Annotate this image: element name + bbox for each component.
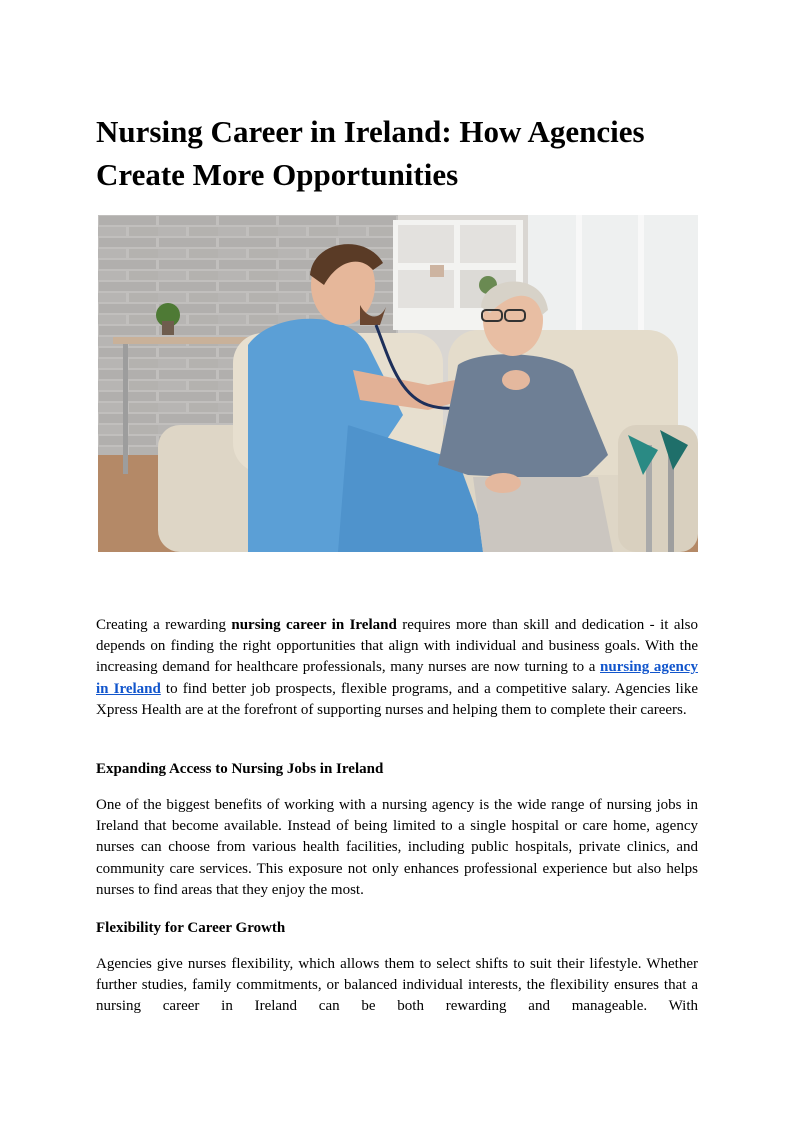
section-body-expanding-access: One of the biggest benefits of working with a nursing agency is the wide range of nursing jobs in Ireland that become available. Instead of being limited to a single hospital or care home, agency nurses can choose from various health facilities, including public hospitals, private clinics, and community care services. This exposure not only enhances professional experience but also helps nurses to find areas that they enjoy the most. <box>96 797 698 898</box>
intro-text-2: requires more than skill and dedication - it also depends on finding the right opportunities that align with individual and business goals. With the increasing demand for healthcare professionals, many nurses are now turning to a <box>96 617 698 676</box>
section-heading-expanding-access: Expanding Access to Nursing Jobs in Ireland <box>96 761 384 777</box>
section-heading-flexibility: Flexibility for Career Growth <box>96 920 286 936</box>
intro-bold-keyword: nursing career in Ireland <box>231 617 397 633</box>
hero-image <box>98 215 698 552</box>
intro-text-1: Creating a rewarding <box>96 617 232 633</box>
section-body-flexibility: Agencies give nurses flexibility, which allows them to select shifts to suit their lifestyle. Whether further studies, family commitments, or balanced individual interests, the flexibility ensures that a nursing career in Ireland can be both rewarding and manageable. With <box>96 956 698 1015</box>
page-title: Nursing Career in Ireland: How Agencies Create More Opportunities <box>96 114 645 192</box>
intro-text-3: to find better job prospects, flexible programs, and a competitive salary. Agencies like Xpress Health are at the forefront of supporting nurses and helping them to complete their careers. <box>96 680 698 718</box>
nursing-agency-link[interactable]: nursing agency in Ireland <box>96 659 698 697</box>
intro-paragraph <box>96 615 698 721</box>
photo-nurse-checking-elderly-patient-icon <box>98 215 698 552</box>
